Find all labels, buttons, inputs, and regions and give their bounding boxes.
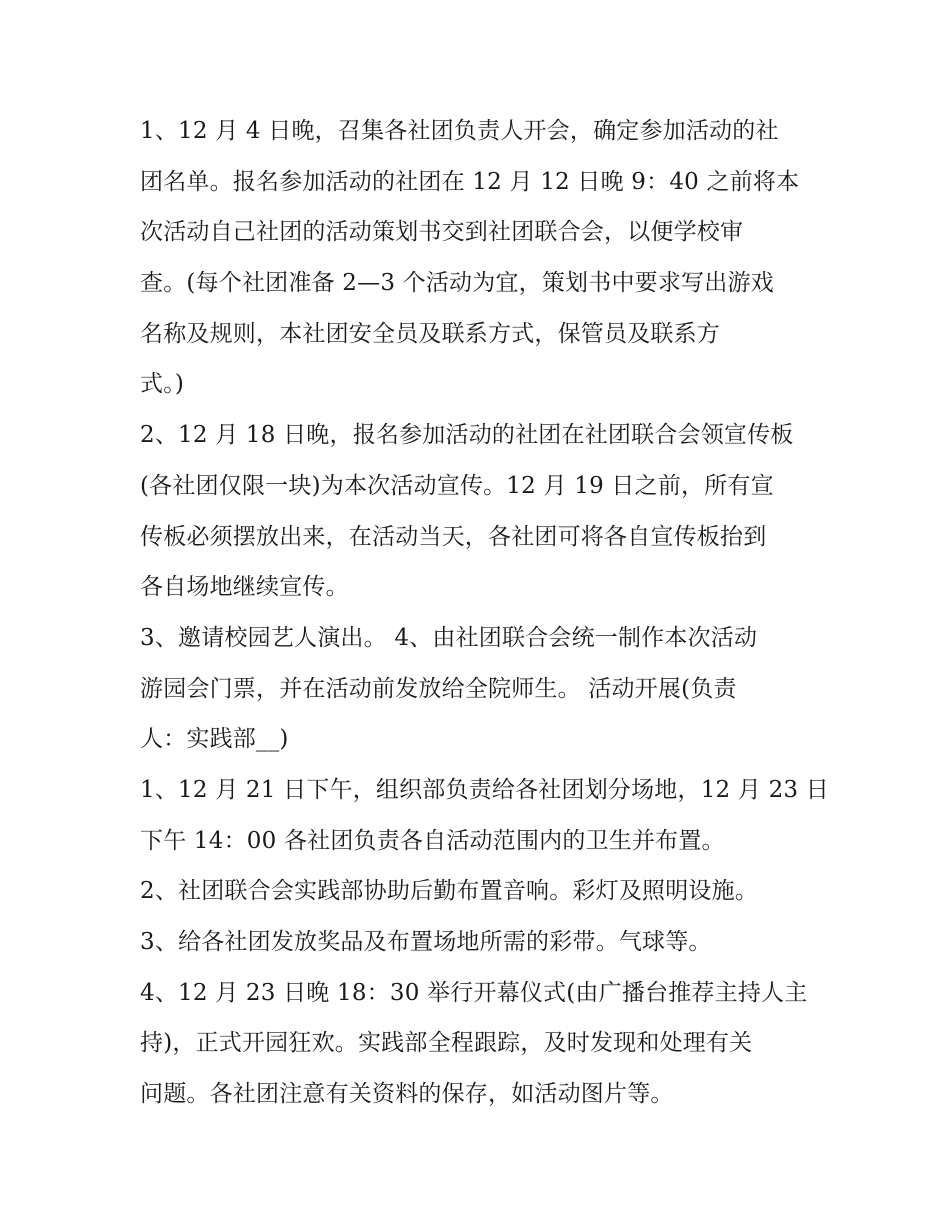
- text-line: 名称及规则，本社团安全员及联系方式，保管员及联系方: [140, 320, 720, 347]
- document-body: [140, 106, 829, 1120]
- text-line: 人：实践部__): [140, 726, 289, 753]
- text-line: 1、12 月 21 日下午，组织部负责给各社团划分场地，12 月 23 日: [140, 776, 829, 803]
- text-line: 问题。各社团注意有关资料的保存，如活动图片等。: [140, 1081, 674, 1108]
- text-line: 3、邀请校园艺人演出。 4、由社团联合会统一制作本次活动: [140, 624, 758, 651]
- text-line: 各自场地继续宣传。: [140, 574, 349, 601]
- text-line: 查。(每个社团准备 2—3 个活动为宜，策划书中要求写出游戏: [140, 270, 774, 297]
- text-line: 式。): [140, 371, 185, 398]
- text-line: 2、12 月 18 日晚，报名参加活动的社团在社团联合会领宣传板: [140, 422, 794, 449]
- text-line: 下午 14：00 各社团负责各自活动范围内的卫生并布置。: [140, 827, 725, 854]
- text-line: 团名单。报名参加活动的社团在 12 月 12 日晚 9：40 之前将本: [140, 168, 800, 195]
- text-line: 游园会门票，并在活动前发放给全院师生。 活动开展(负责: [140, 675, 737, 702]
- text-line: 4、12 月 23 日晚 18：30 举行开幕仪式(由广播台推荐主持人主: [140, 979, 808, 1006]
- text-line: 传板必须摆放出来，在活动当天，各社团可将各自宣传板抬到: [140, 523, 767, 550]
- text-line: 2、社团联合会实践部协助后勤布置音响。彩灯及照明设施。: [140, 878, 759, 905]
- text-line: (各社团仅限一块)为本次活动宣传。12 月 19 日之前，所有宣: [140, 472, 774, 499]
- text-line: 持)，正式开园狂欢。实践部全程跟踪，及时发现和处理有关: [140, 1030, 753, 1057]
- text-line: 次活动自己社团的活动策划书交到社团联合会，以便学校审: [140, 219, 744, 246]
- text-line: 1、12 月 4 日晚，召集各社团负责人开会，确定参加活动的社: [140, 118, 779, 144]
- text-line: 3、给各社团发放奖品及布置场地所需的彩带。气球等。: [140, 929, 712, 955]
